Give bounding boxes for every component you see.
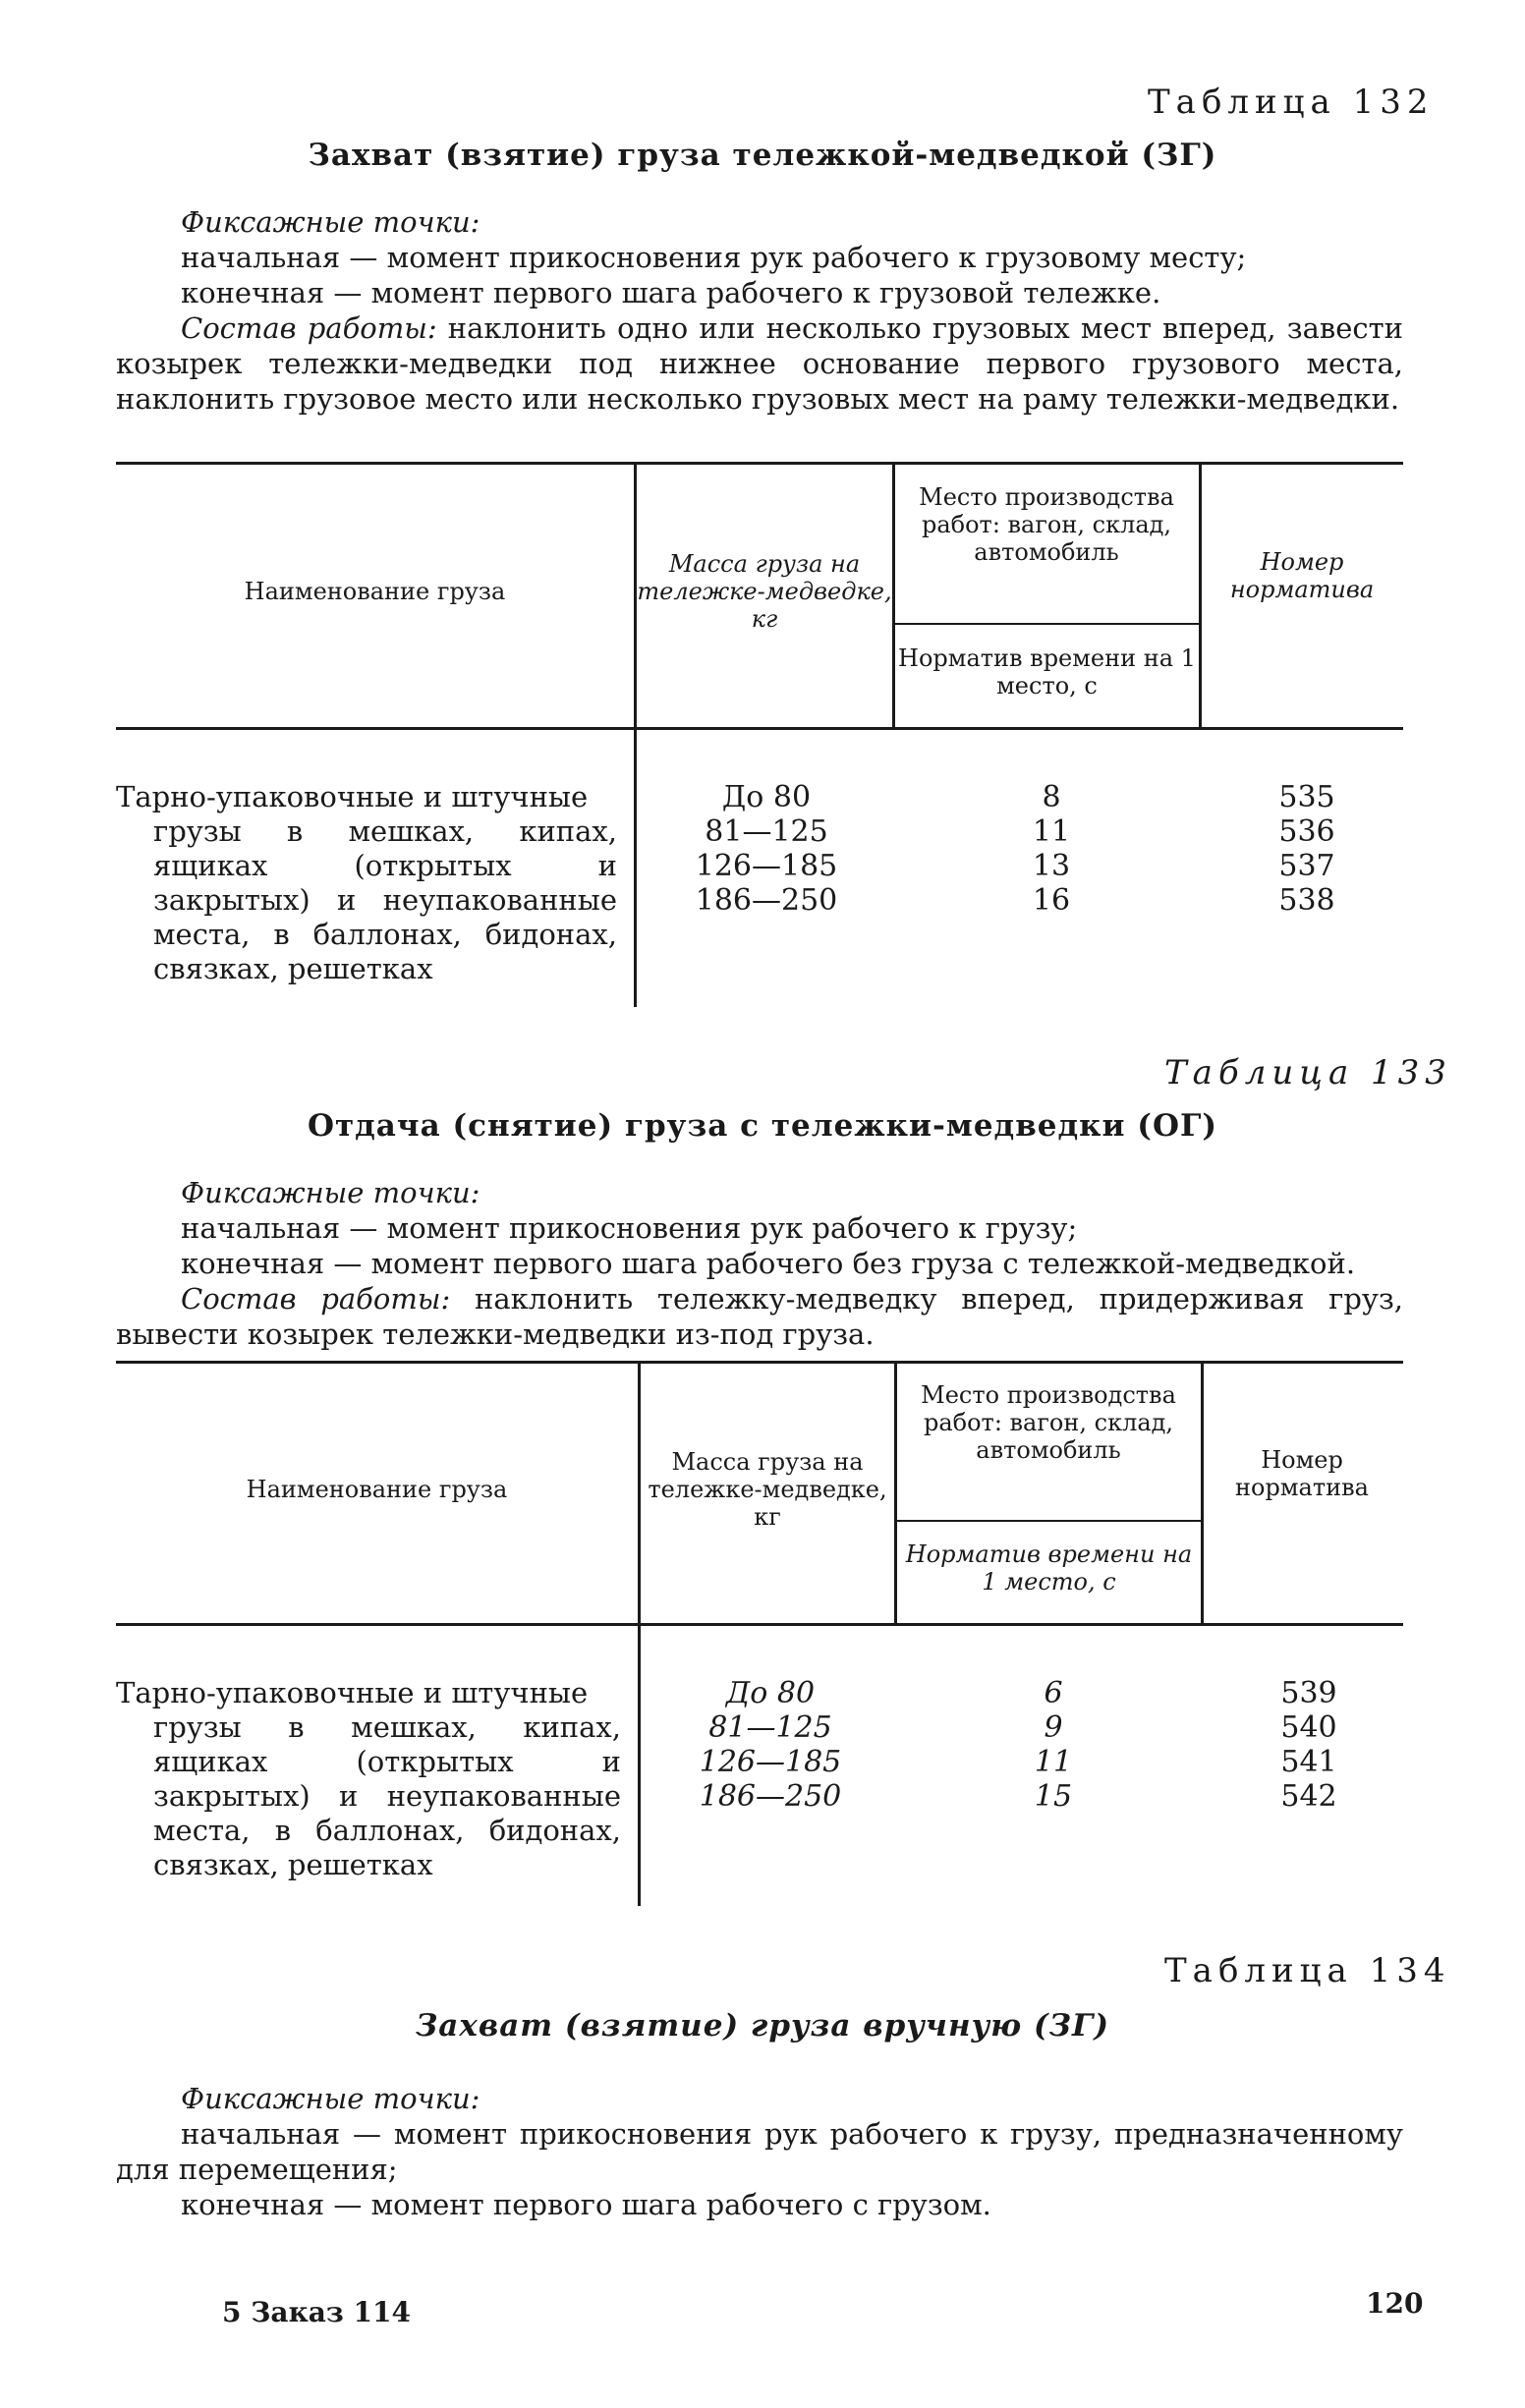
header-work-place: Место производства работ: вагон, склад, автомобиль bbox=[919, 483, 1174, 566]
table-132-caption: Таблица 132 bbox=[1148, 83, 1435, 122]
cargo-name-first-line: Тарно-упаковочные и штучные bbox=[116, 780, 589, 813]
table-132-description bbox=[116, 204, 1403, 417]
mass-column bbox=[652, 1676, 888, 1814]
mass-value: До 80 bbox=[725, 1676, 816, 1710]
table-133-title: Отдача (снятие) груза с тележки-медведки (ОГ) bbox=[307, 1108, 1218, 1144]
table-top-rule bbox=[116, 1361, 1403, 1364]
norm-number-value: 537 bbox=[1278, 849, 1335, 883]
mass-value: 81—125 bbox=[708, 1710, 832, 1745]
header-cargo-mass: Масса груза на тележке-медведке, кг bbox=[648, 1448, 887, 1531]
table-133-caption: Таблица 133 bbox=[1164, 1053, 1452, 1092]
mass-value: 186—250 bbox=[695, 883, 838, 918]
norm-number-value: 536 bbox=[1278, 814, 1335, 849]
table-column-divider bbox=[1201, 1361, 1204, 1623]
table-column-divider bbox=[638, 1361, 641, 1906]
table-header-rule bbox=[116, 1623, 1403, 1626]
end-point-text: конечная — момент первого шага рабочего без груза с тележкой-медведкой. bbox=[181, 1247, 1356, 1280]
work-composition bbox=[116, 310, 1403, 417]
page-number: 120 bbox=[1366, 2287, 1424, 2320]
cargo-name-rest: грузы в мешках, кипах, ящиках (открытых и закрытых) и неупакованные места, в баллонах, бидонах, связках, решетках bbox=[153, 814, 617, 985]
mass-column bbox=[649, 780, 884, 918]
header-time-norm: Норматив времени на 1 место, с bbox=[898, 644, 1196, 700]
table-134-title: Захват (взятие) груза вручную (ЗГ) bbox=[415, 2008, 1110, 2044]
norm-number-value: 540 bbox=[1280, 1710, 1337, 1745]
order-note: 5 Заказ 114 bbox=[222, 2296, 411, 2328]
time-value: 9 bbox=[1044, 1710, 1063, 1745]
end-point-text: конечная — момент первого шага рабочего с грузом. bbox=[181, 2188, 991, 2221]
work-composition-text: наклонить одно или несколько грузовых мест вперед, завести козырек тележки-медведки под нижнее основание первого грузового места, наклонить грузовое место или несколько грузовых мест на раму тележки-медведки. bbox=[116, 311, 1403, 416]
cargo-name-cell bbox=[116, 1676, 621, 1882]
norm-number-value: 539 bbox=[1280, 1676, 1337, 1710]
cargo-name-first-line: Тарно-упаковочные и штучные bbox=[116, 1676, 589, 1709]
cargo-name-rest: грузы в мешках, кипах, ящиках (открытых и закрытых) и неупакованные места, в баллонах, бидонах, связках, решетках bbox=[153, 1710, 621, 1881]
time-value: 15 bbox=[1034, 1779, 1073, 1814]
norm-number-value: 535 bbox=[1278, 780, 1335, 814]
time-value: 13 bbox=[1032, 849, 1071, 883]
header-cargo-name: Наименование груза bbox=[246, 1476, 508, 1503]
time-column bbox=[975, 1676, 1132, 1814]
start-point-text: начальная — момент прикосновения рук рабочего к грузу, предназначенному для перемещения; bbox=[116, 2117, 1403, 2186]
norm-number-value: 541 bbox=[1280, 1745, 1337, 1779]
work-composition-label: Состав работы: bbox=[181, 311, 437, 345]
fixation-points-label: Фиксажные точки: bbox=[181, 205, 480, 239]
table-134-caption: Таблица 134 bbox=[1164, 1951, 1451, 1990]
table-132-title: Захват (взятие) груза тележкой-медведкой (ЗГ) bbox=[308, 138, 1217, 173]
table-134-description bbox=[116, 2081, 1403, 2222]
norm-number-column bbox=[1228, 780, 1385, 918]
work-composition-text: наклонить тележку-медведку вперед, придерживая груз, вывести козырек тележки-медведки из-под груза. bbox=[116, 1282, 1404, 1351]
time-value: 16 bbox=[1032, 883, 1071, 918]
mass-value: До 80 bbox=[721, 780, 812, 814]
table-header-rule bbox=[116, 727, 1403, 730]
time-value: 6 bbox=[1044, 1676, 1063, 1710]
time-value: 11 bbox=[1032, 814, 1071, 849]
norm-number-value: 538 bbox=[1278, 883, 1335, 918]
header-norm-number: Номер норматива bbox=[1229, 548, 1375, 603]
end-point-text: конечная — момент первого шага рабочего к грузовой тележке. bbox=[181, 276, 1161, 309]
mass-value: 81—125 bbox=[705, 814, 828, 849]
work-composition-label: Состав работы: bbox=[181, 1282, 451, 1316]
work-composition bbox=[116, 1281, 1403, 1352]
header-cargo-mass: Масса груза на тележке-медведке, кг bbox=[637, 550, 892, 633]
cargo-name-cell bbox=[116, 780, 617, 986]
table-top-rule bbox=[116, 462, 1403, 465]
norm-number-column bbox=[1230, 1676, 1387, 1814]
table-column-divider bbox=[1199, 462, 1202, 727]
header-time-norm: Норматив времени на 1 место, с bbox=[905, 1540, 1193, 1596]
table-133-description bbox=[116, 1175, 1403, 1352]
table-subheader-rule bbox=[894, 623, 1199, 625]
mass-value: 186—250 bbox=[699, 1779, 842, 1814]
time-value: 11 bbox=[1034, 1745, 1073, 1779]
start-point-text: начальная — момент прикосновения рук рабочего к грузу; bbox=[181, 1211, 1078, 1245]
header-work-place: Место производства работ: вагон, склад, автомобиль bbox=[921, 1381, 1176, 1464]
norm-number-value: 542 bbox=[1280, 1779, 1337, 1814]
header-norm-number: Номер норматива bbox=[1235, 1446, 1369, 1501]
header-cargo-name: Наименование груза bbox=[244, 578, 506, 605]
time-column bbox=[973, 780, 1130, 918]
time-value: 8 bbox=[1042, 780, 1061, 814]
mass-value: 126—185 bbox=[695, 849, 838, 883]
table-subheader-rule bbox=[896, 1520, 1201, 1522]
fixation-points-label: Фиксажные точки: bbox=[181, 1176, 480, 1209]
fixation-points-label: Фиксажные точки: bbox=[181, 2082, 480, 2115]
table-column-divider bbox=[634, 462, 637, 1007]
start-point-text: начальная — момент прикосновения рук рабочего к грузовому месту; bbox=[181, 241, 1247, 274]
mass-value: 126—185 bbox=[699, 1745, 842, 1779]
